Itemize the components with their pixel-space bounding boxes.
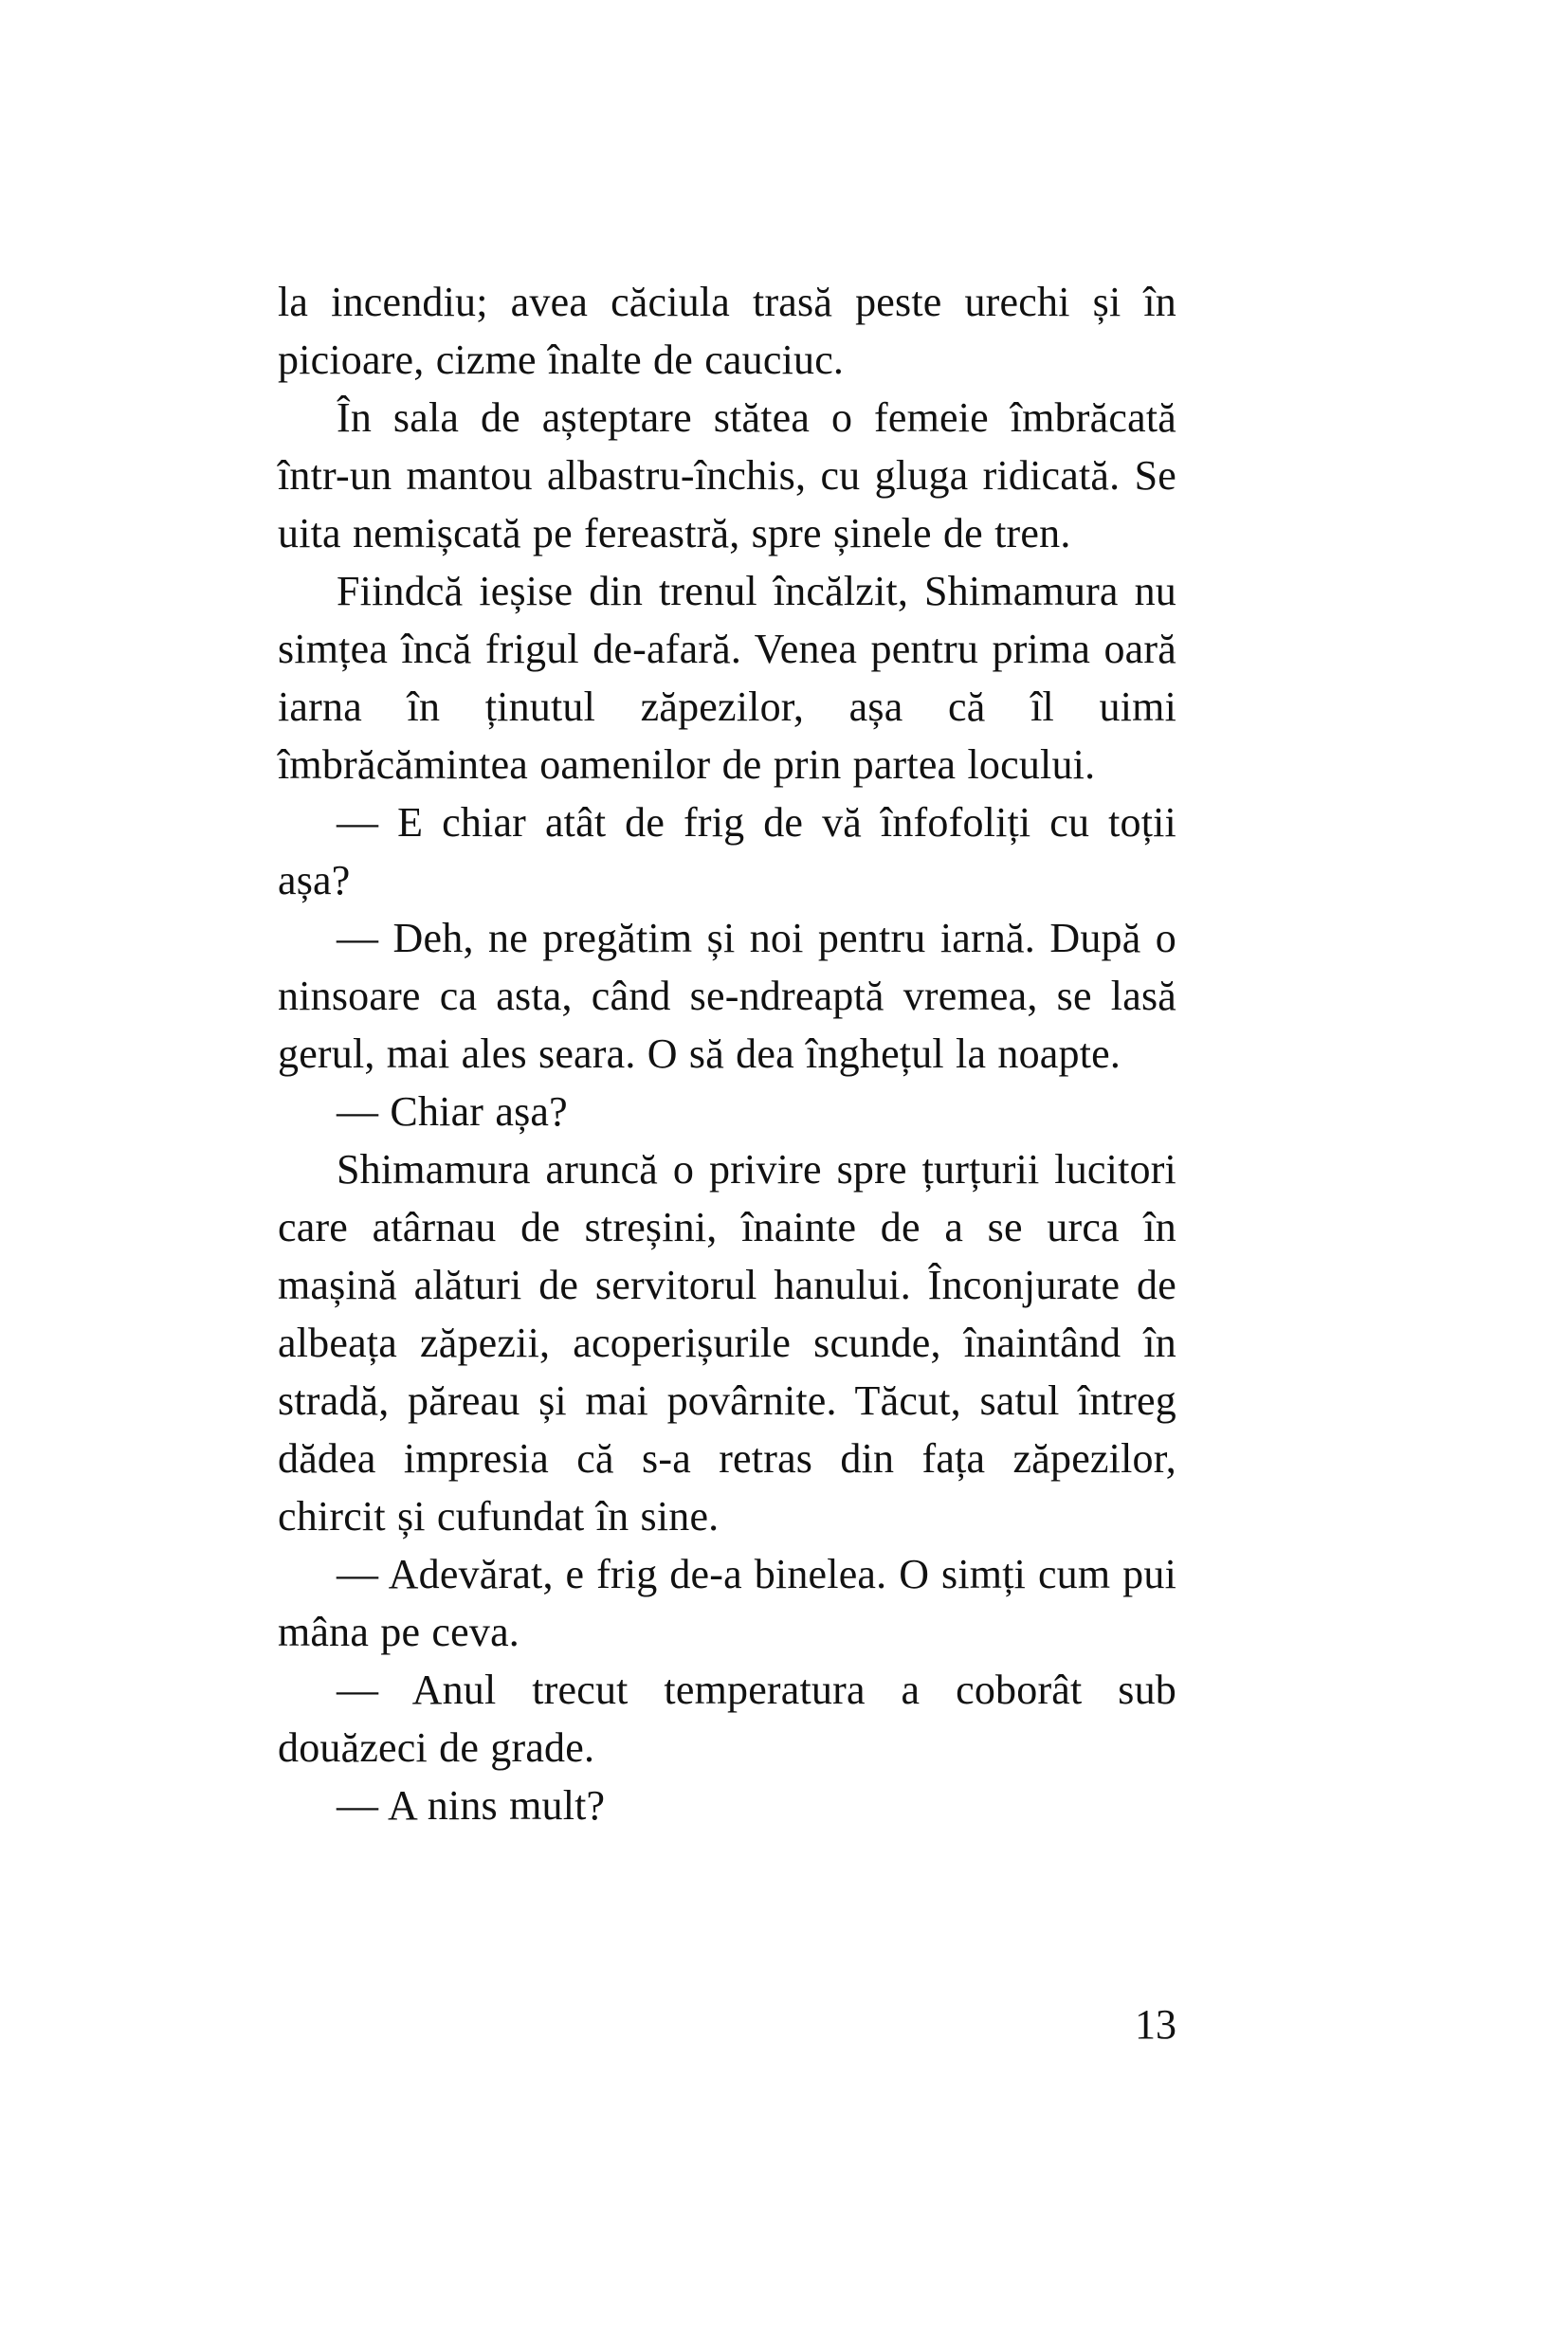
paragraph: Shimamura aruncă o privire spre țurțurii lucitori care atârnau de streșini, înainte de a se urca în mașină alături de servitorul hanului. Înconjurate de albeața zăpezii, acoperișurile scunde, înaintând în stradă, păreau și mai povârnite. Tăcut, satul întreg dădea impresia că s-a retras din fața zăpezilor, chircit și cufundat în sine. <box>278 1146 1176 1540</box>
paragraph: În sala de așteptare stătea o femeie îmbrăcată într-un mantou albastru-închis, cu gluga ridicată. Se uita nemișcată pe fereastră, spre șinele de tren. <box>278 394 1176 556</box>
paragraph: — Chiar așa? <box>337 1088 568 1135</box>
body-text <box>278 273 1176 1834</box>
paragraph: — Deh, ne pregătim și noi pentru iarnă. După o ninsoare ca asta, când se-ndreaptă vremea, se lasă gerul, mai ales seara. O să dea înghețul la noapte. <box>278 915 1176 1077</box>
page-number: 13 <box>1135 2001 1176 2048</box>
paragraph: — Adevărat, e frig de-a binelea. O simți cum pui mâna pe ceva. <box>278 1551 1176 1655</box>
paragraph: — E chiar atât de frig de vă înfofoliți cu toții așa? <box>278 799 1176 903</box>
paragraph: Fiindcă ieșise din trenul încălzit, Shimamura nu simțea încă frigul de-afară. Venea pentru prima oară iarna în ținutul zăpezilor, așa că îl uimi îmbrăcămintea oamenilor de prin partea locului. <box>278 568 1176 788</box>
paragraph: — A nins mult? <box>337 1782 606 1829</box>
paragraph: — Anul trecut temperatura a coborât sub douăzeci de grade. <box>278 1667 1176 1771</box>
paragraph: la incendiu; avea căciula trasă peste urechi și în picioare, cizme înalte de cauciuc. <box>278 279 1176 383</box>
